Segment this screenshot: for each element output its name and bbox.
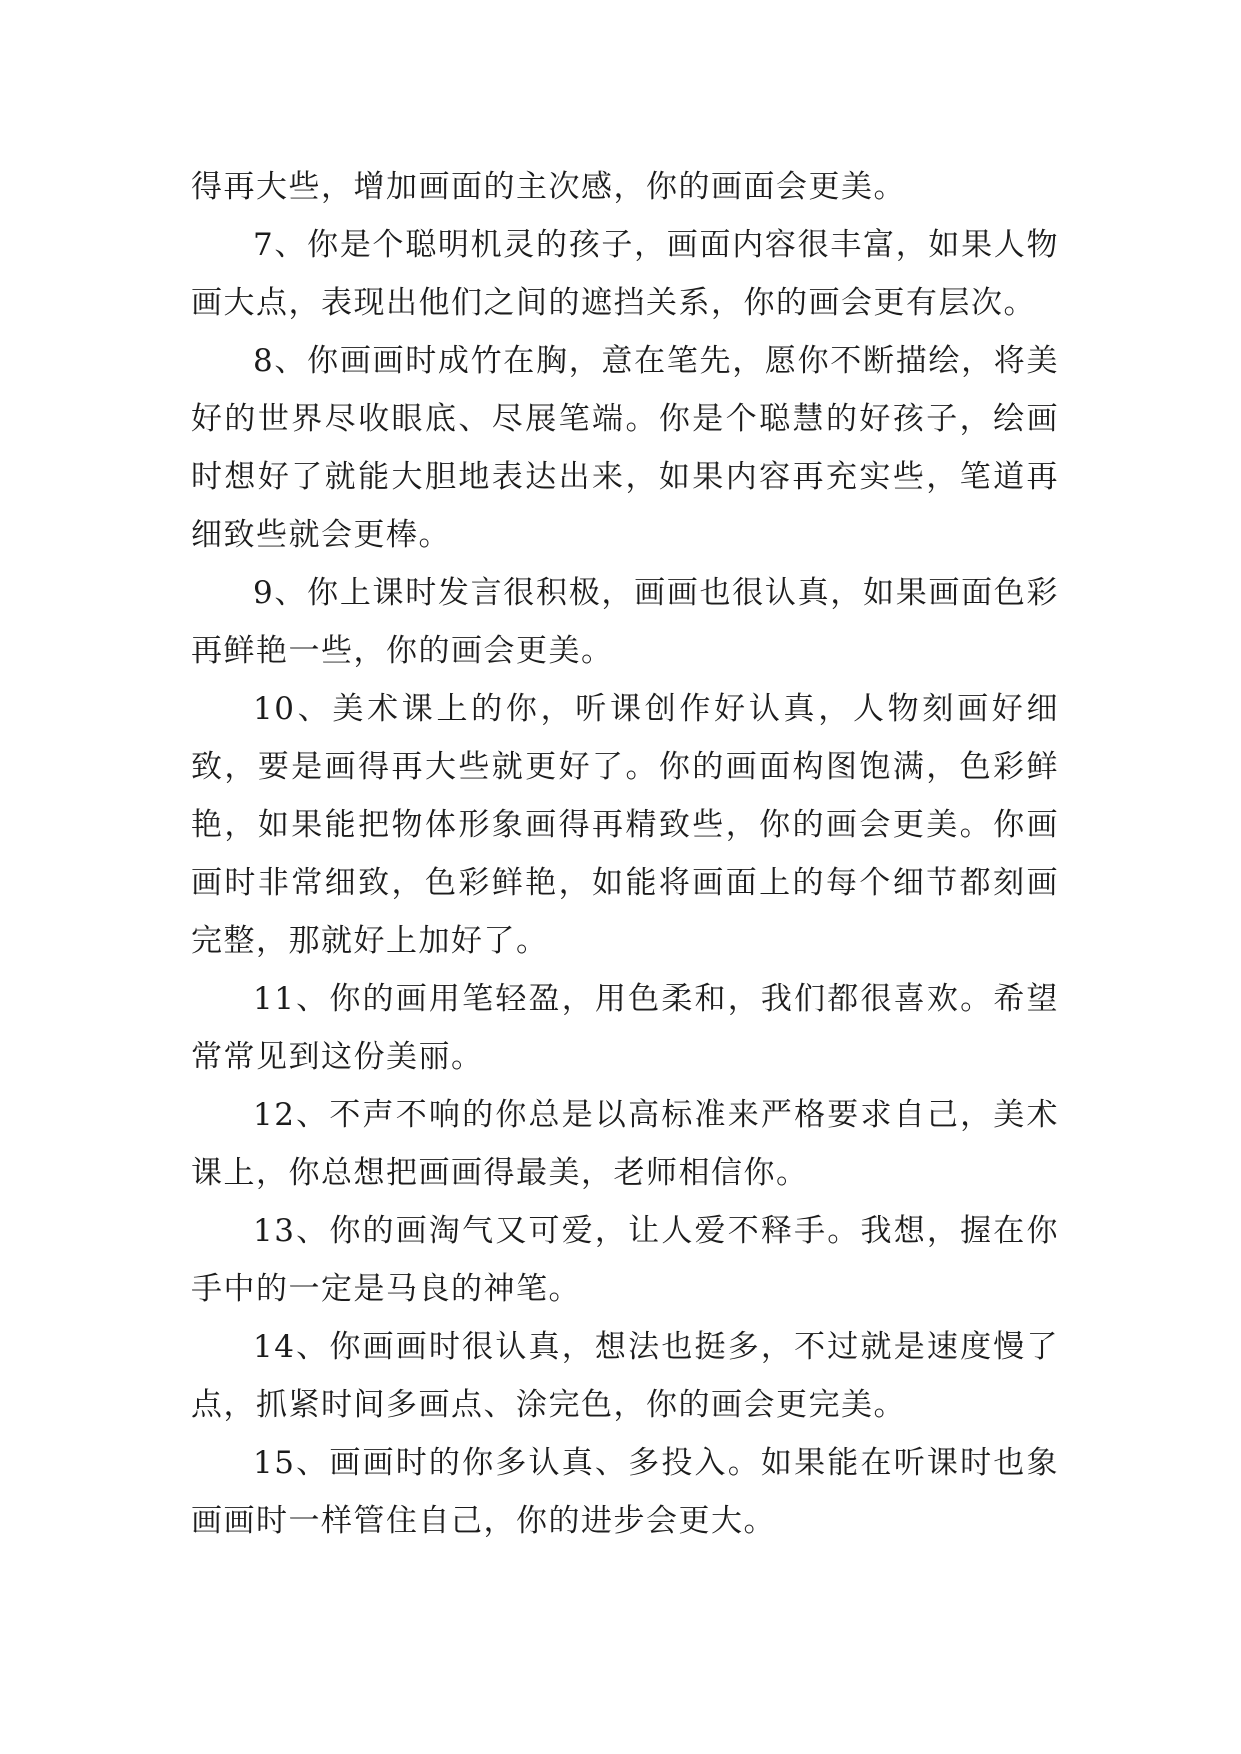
- paragraph-item-8: 8、你画画时成竹在胸，意在笔先，愿你不断描绘，将美好的世界尽收眼底、尽展笔端。你是个聪慧的好孩子，绘画时想好了就能大胆地表达出来，如果内容再充实些，笔道再细致些就会更棒。: [191, 343, 1059, 553]
- paragraph-item-10: 10、美术课上的你，听课创作好认真，人物刻画好细致，要是画得再大些就更好了。你的画面构图饱满，色彩鲜艳，如果能把物体形象画得再精致些，你的画会更美。你画画时非常细致，色彩鲜艳，如能将画面上的每个细节都刻画完整，那就好上加好了。: [191, 691, 1059, 959]
- paragraph-item-7: 7、你是个聪明机灵的孩子，画面内容很丰富，如果人物画大点，表现出他们之间的遮挡关系，你的画会更有层次。: [191, 227, 1059, 321]
- paragraph-item-15: 15、画画时的你多认真、多投入。如果能在听课时也象画画时一样管住自己，你的进步会更大。: [191, 1445, 1059, 1539]
- paragraph-item-11: 11、你的画用笔轻盈，用色柔和，我们都很喜欢。希望常常见到这份美丽。: [191, 981, 1059, 1075]
- paragraph-item-13: 13、你的画淘气又可爱，让人爱不释手。我想，握在你手中的一定是马良的神笔。: [191, 1213, 1059, 1307]
- paragraph-item-9: 9、你上课时发言很积极，画画也很认真，如果画面色彩再鲜艳一些，你的画会更美。: [191, 575, 1059, 669]
- paragraph-item-12: 12、不声不响的你总是以高标准来严格要求自己，美术课上，你总想把画画得最美，老师相信你。: [191, 1097, 1059, 1191]
- paragraph-item-14: 14、你画画时很认真，想法也挺多，不过就是速度慢了点，抓紧时间多画点、涂完色，你的画会更完美。: [191, 1329, 1059, 1423]
- document-body: [191, 158, 1059, 1550]
- paragraph-continuation: 得再大些，增加画面的主次感，你的画面会更美。: [191, 169, 906, 205]
